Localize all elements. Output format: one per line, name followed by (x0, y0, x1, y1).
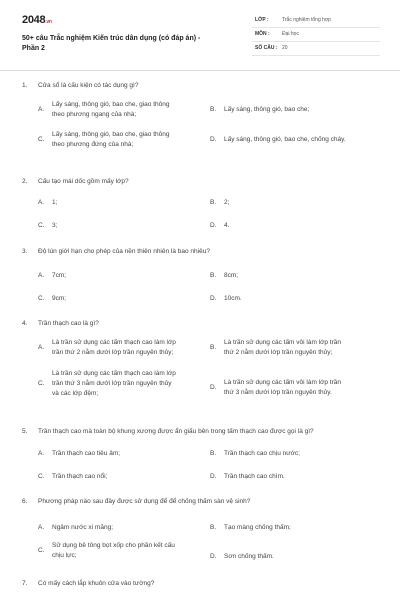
option-text: chịu lực; (52, 552, 77, 559)
meta-label: SỐ CÂU : (255, 45, 278, 51)
option-letter: C. (38, 473, 45, 480)
option-text: Là trần sử dụng các tấm thạch cao làm lớp (52, 370, 176, 377)
option-text: Trần thạch cao chìm. (224, 473, 285, 480)
meta-info-box (252, 14, 380, 56)
option-letter: C. (38, 222, 45, 229)
question-body: Có mấy cách lắp khuôn cửa vào tường? (38, 580, 155, 587)
option-text: Sơn chống thấm. (224, 553, 274, 560)
option-text: 3; (52, 222, 58, 229)
option-letter: D. (210, 222, 217, 229)
option-letter: B. (210, 106, 217, 113)
document-header (22, 14, 378, 60)
option-text: 4. (224, 222, 230, 229)
document-title-line-2: Phần 2 (22, 45, 45, 52)
option-letter: A. (38, 272, 45, 279)
option-letter: C. (38, 295, 45, 302)
option-text: thứ 2 nằm dưới lớp trần nguyên thủy; (224, 349, 333, 356)
option-text: Lấy sáng, thông gió, bao che, giao thông (52, 101, 170, 108)
option-letter: B. (210, 344, 217, 351)
option-text: 9cm; (52, 295, 67, 302)
meta-row-class (252, 14, 380, 28)
meta-row-subject (252, 28, 380, 42)
option-text: Tạo màng chống thấm; (224, 524, 291, 531)
question-number: 3. (22, 248, 28, 255)
meta-value: Đại học (282, 31, 299, 37)
option-letter: A. (38, 344, 45, 351)
question-text (22, 82, 138, 89)
option-text: 8cm; (224, 272, 239, 279)
option-text: Là trần sử dụng các tấm vôi làm lớp trần (224, 379, 341, 386)
header-divider (0, 70, 400, 71)
option-text: và các lớp đệm; (52, 390, 99, 397)
option-text: Trần thạch cao tiêu âm; (52, 450, 121, 457)
option-text: trần thứ 2 nằm dưới lớp trần nguyên thủy; (52, 349, 174, 356)
meta-value: 20 (282, 45, 288, 51)
option-letter: D. (210, 384, 217, 391)
question-body: Độ lún giới hạn cho phép của nền thiên nhiên là bao nhiêu? (38, 248, 210, 255)
option-letter: C. (38, 380, 45, 387)
question-number: 5. (22, 428, 28, 435)
option-text: Lấy sáng, thông gió, bao che, giao thông (52, 131, 170, 138)
option-text: Trần thạch cao nổi; (52, 473, 108, 480)
option-letter: D. (210, 136, 217, 143)
option-text: Sử dụng bê tông bọt xốp cho phần kết cấu (52, 542, 175, 549)
option-text: theo phương đứng của nhà; (52, 141, 134, 148)
document-title (22, 34, 232, 54)
option-letter: B. (210, 450, 217, 457)
meta-label: MÔN : (255, 31, 270, 37)
question-number: 6. (22, 498, 28, 505)
option-letter: C. (38, 547, 45, 554)
meta-label: LỚP : (255, 17, 269, 23)
meta-row-count (252, 42, 380, 56)
question-text (22, 320, 99, 327)
option-text: 1; (52, 199, 58, 206)
document-title-line-1: 50+ câu Trắc nghiệm Kiến trúc dân dụng (có đáp án) - (22, 35, 201, 42)
option-text: Là trần sử dụng các tấm vôi làm lớp trần (224, 339, 341, 346)
question-text (22, 248, 210, 255)
question-body: Phương pháp nào sau đây được sử dụng để để chống thấm sàn vệ sinh? (38, 498, 251, 505)
question-text (22, 580, 154, 587)
option-text: thứ 3 nằm dưới lớp trần nguyên thủy. (224, 389, 332, 396)
logo-text: 2048 (22, 14, 46, 26)
option-letter: B. (210, 524, 217, 531)
option-text: 10cm. (224, 295, 242, 302)
question-number: 7. (22, 580, 28, 587)
option-text: Là trần sử dụng các tấm thạch cao làm lớp (52, 339, 176, 346)
option-letter: A. (38, 524, 45, 531)
question-text (22, 498, 250, 505)
option-letter: A. (38, 199, 45, 206)
question-text (22, 178, 129, 185)
option-letter: D. (210, 553, 217, 560)
question-body: Trần thạch cao mà toàn bộ khung xương được ẩn giấu bên trong tấm thạch cao được gọi là gì? (38, 428, 314, 435)
question-text (22, 428, 314, 435)
option-letter: B. (210, 199, 217, 206)
option-text: 2; (224, 199, 230, 206)
logo-suffix: .vn (45, 19, 52, 25)
option-text: trần thứ 3 nằm dưới lớp trần nguyên thủy (52, 380, 172, 387)
site-logo[interactable] (22, 14, 52, 26)
question-number: 1. (22, 82, 28, 89)
option-text: theo phương ngang của nhà; (52, 111, 137, 118)
option-text: Ngâm nước xi măng; (52, 524, 113, 531)
option-letter: B. (210, 272, 217, 279)
option-letter: D. (210, 295, 217, 302)
option-letter: D. (210, 473, 217, 480)
option-letter: A. (38, 450, 45, 457)
question-body: Cửa sổ là cấu kiện có tác dụng gì? (38, 82, 139, 89)
option-text: 7cm; (52, 272, 67, 279)
meta-value: Trắc nghiệm tổng hợp (282, 17, 331, 23)
option-letter: A. (38, 106, 45, 113)
option-text: Trần thạch cao chịu nước; (224, 450, 300, 457)
question-body: Cấu tạo mái dốc gồm mấy lớp? (38, 178, 129, 185)
question-body: Trần thạch cao là gì? (38, 320, 99, 327)
option-text: Lấy sáng, thông gió, bao che; (224, 106, 310, 113)
option-text: Lấy sáng, thông gió, bao che, chống cháy. (224, 136, 346, 143)
question-number: 4. (22, 320, 28, 327)
option-letter: C. (38, 136, 45, 143)
question-number: 2. (22, 178, 28, 185)
